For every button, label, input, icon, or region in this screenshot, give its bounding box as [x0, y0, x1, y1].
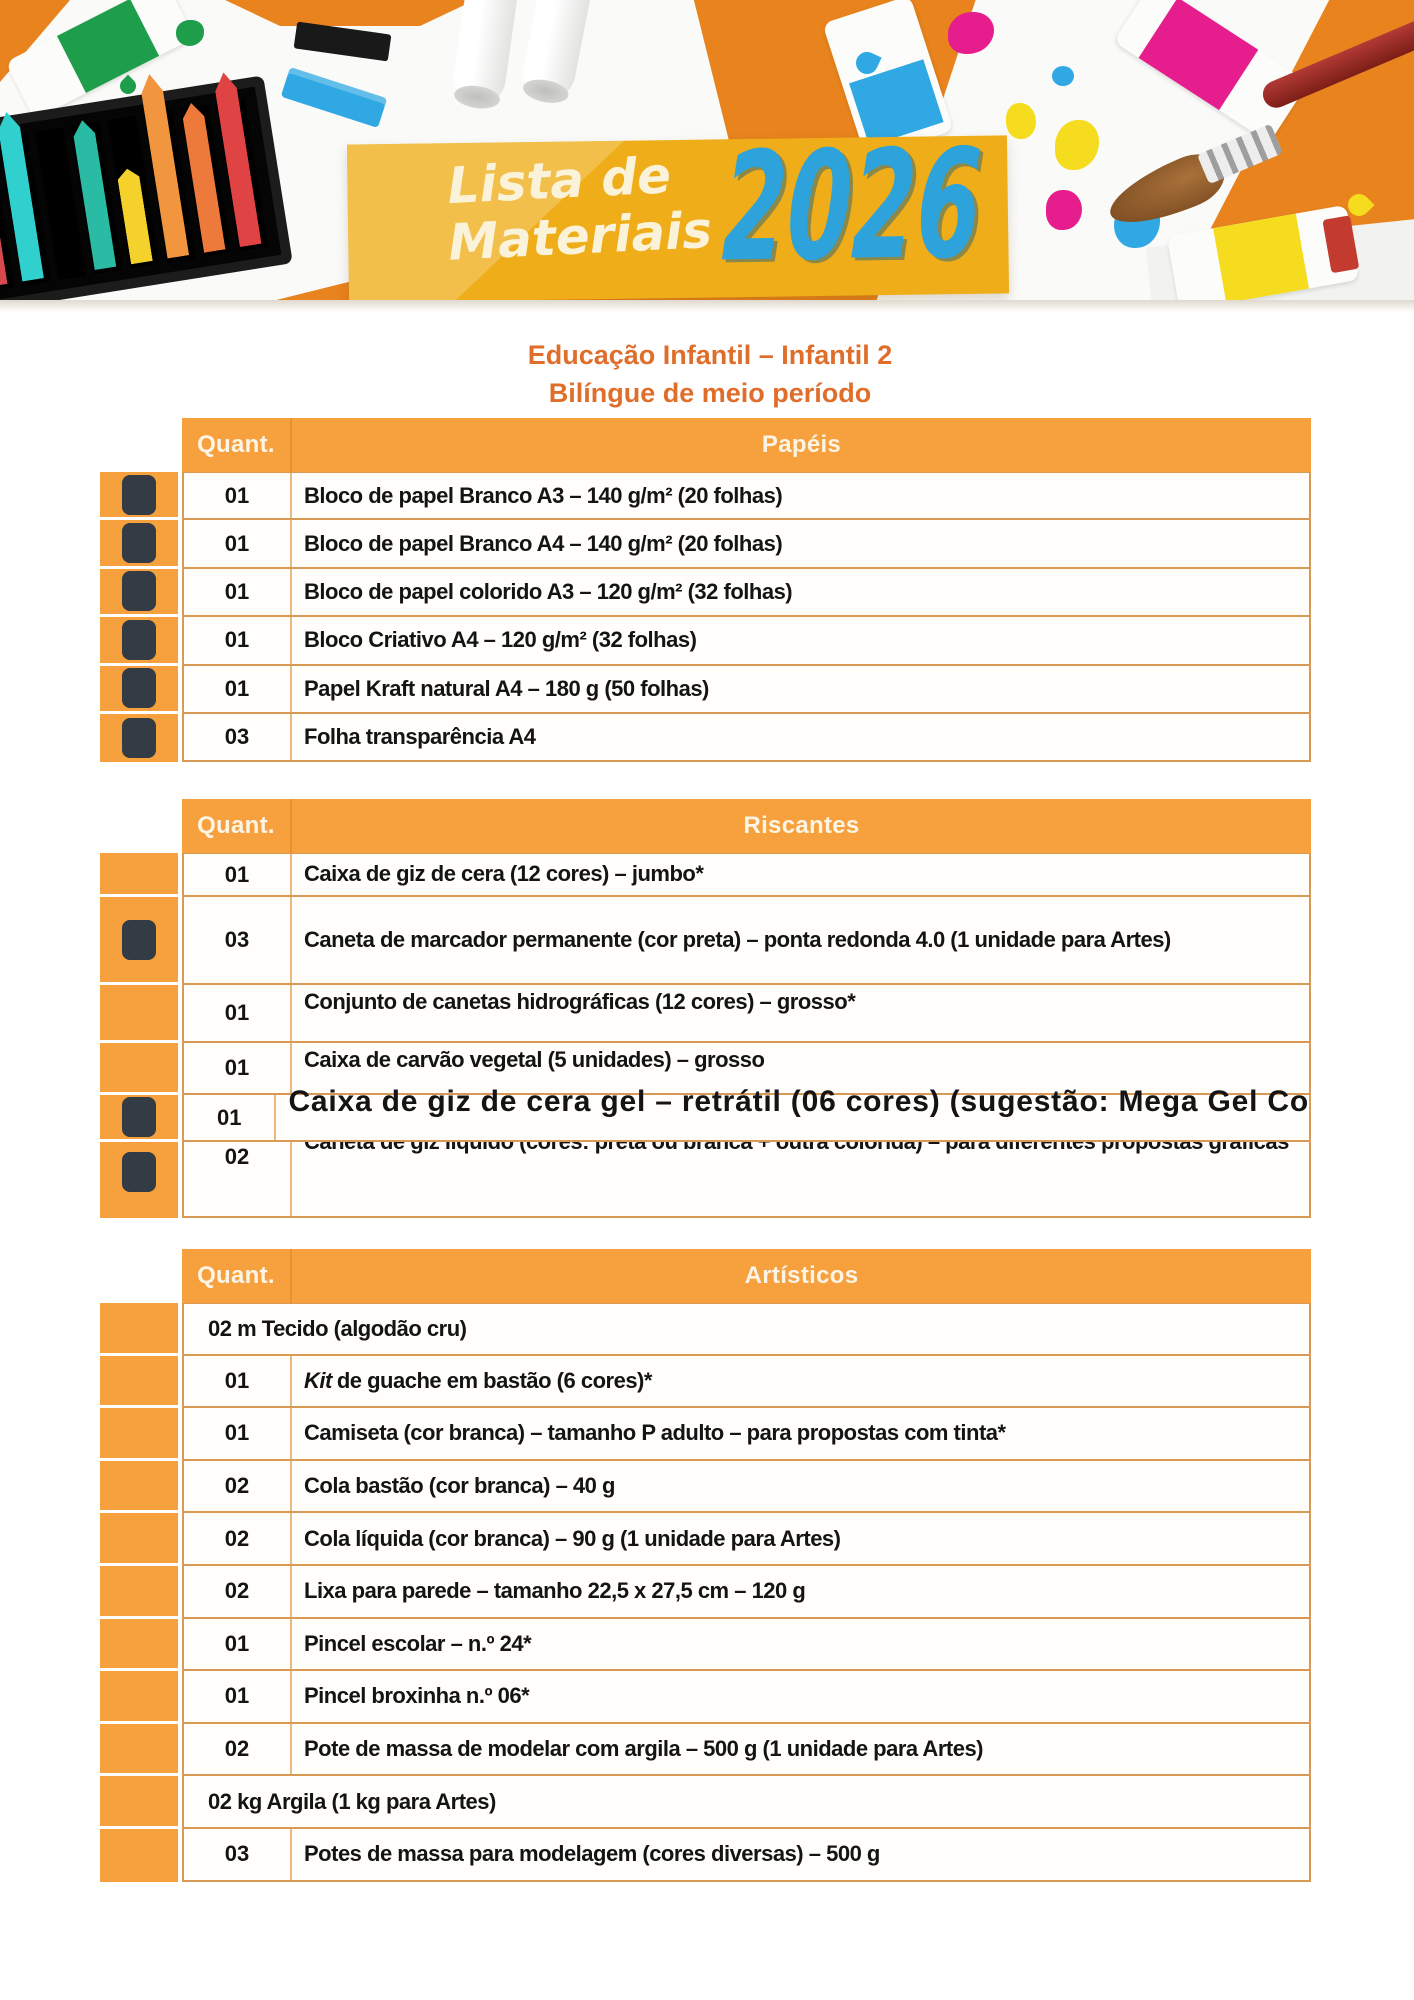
- row-main: [182, 1776, 1311, 1829]
- checkbox[interactable]: [122, 571, 156, 611]
- subtitle-line2: Bilíngue de meio período: [548, 378, 872, 408]
- category-column-header: [292, 1249, 1311, 1303]
- checkbox-cell: [100, 1724, 178, 1777]
- description-cell: Caixa de giz de cera (12 cores) – jumbo*: [304, 861, 704, 887]
- row-main: [182, 1671, 1311, 1724]
- category-column-header: [292, 418, 1311, 472]
- description-cell: Conjunto de canetas hidrográficas (12 cores) – grosso*: [304, 989, 856, 1014]
- checkbox-cell: [100, 1095, 178, 1142]
- quantity-cell: 03: [184, 1829, 292, 1880]
- table-rows: [100, 1303, 1311, 1882]
- category-header-label: Riscantes: [743, 812, 860, 839]
- table-row: [100, 853, 1311, 897]
- description-cell: Kit de guache em bastão (6 cores)*: [292, 1356, 1309, 1407]
- description-cell: Bloco de papel Branco A4 – 140 g/m² (20 folhas): [304, 530, 783, 556]
- table-header: [182, 799, 1311, 853]
- table-row: [100, 1356, 1311, 1409]
- checkbox-cell: [100, 897, 178, 985]
- row-main: [182, 897, 1311, 985]
- checkbox[interactable]: [122, 718, 156, 758]
- table-row: [100, 1776, 1311, 1829]
- table-row: [100, 520, 1311, 568]
- row-main: [182, 853, 1311, 897]
- checkbox[interactable]: [122, 920, 156, 960]
- description-cell: Pincel broxinha n.º 06*: [304, 1683, 530, 1709]
- row-main: [182, 1303, 1311, 1356]
- checkbox-cell: [100, 617, 178, 665]
- page-subtitle: [0, 336, 1414, 412]
- description-cell: Camiseta (cor branca) – tamanho P adulto – para propostas com tinta*: [304, 1420, 1006, 1446]
- checkbox-cell: [100, 1461, 178, 1514]
- checkbox[interactable]: [122, 620, 156, 660]
- description-cell: Caixa de giz de cera gel – retrátil (06 cores) (sugestão: Mega Gel Co: [288, 1085, 1309, 1118]
- checkbox-cell: [100, 1303, 178, 1356]
- quantity-cell: 01: [184, 617, 292, 663]
- description-cell: Potes de massa para modelagem (cores diversas) – 500 g: [304, 1841, 880, 1867]
- checkbox-cell: [100, 853, 178, 897]
- description-cell: Cola bastão (cor branca) – 40 g: [304, 1473, 615, 1498]
- category-column-header: [292, 799, 1311, 853]
- row-main: [182, 1513, 1311, 1566]
- table-row: [100, 1671, 1311, 1724]
- row-main: [182, 617, 1311, 665]
- checkbox-cell: [100, 1776, 178, 1829]
- table-header: [182, 418, 1311, 472]
- table-row: [100, 569, 1311, 617]
- paint-splotch-icon: [1052, 66, 1074, 86]
- table-row: [100, 1724, 1311, 1777]
- quantity-cell: 02: [184, 1513, 292, 1564]
- table-row: [100, 985, 1311, 1043]
- checkbox-cell: [100, 1566, 178, 1619]
- description-cell: 02 kg Argila (1 kg para Artes): [208, 1788, 496, 1814]
- description-cell: Cola líquida (cor branca) – 90 g (1 unidade para Artes): [304, 1525, 841, 1551]
- row-main: [182, 1142, 1311, 1218]
- table-row: [100, 1461, 1311, 1514]
- quant-header-label: Quant.: [197, 431, 275, 458]
- title-banner: [347, 117, 1009, 300]
- banner-shadow: [0, 300, 1414, 312]
- description-cell: Pincel escolar – n.º 24*: [304, 1630, 532, 1656]
- row-main: [182, 1829, 1311, 1882]
- row-main: [182, 472, 1311, 520]
- quantity-cell: 02: [184, 1142, 292, 1216]
- description-cell: Bloco Criativo A4 – 120 g/m² (32 folhas): [304, 627, 697, 653]
- row-main: [182, 1085, 1311, 1142]
- checkbox-cell: [100, 569, 178, 617]
- table-section-2: [100, 799, 1311, 1218]
- checkbox-cell: [100, 985, 178, 1043]
- row-main: [182, 714, 1311, 762]
- checkbox-cell: [100, 1142, 178, 1218]
- checkbox-cell: [100, 714, 178, 762]
- checkbox[interactable]: [122, 475, 156, 515]
- quant-header-label: Quant.: [197, 812, 275, 839]
- quantity-cell: 02: [184, 1461, 292, 1512]
- row-main: [182, 569, 1311, 617]
- quantity-cell: 03: [184, 714, 292, 760]
- checkbox-cell: [100, 1408, 178, 1461]
- header-illustration: [0, 0, 1414, 300]
- row-main: [182, 520, 1311, 568]
- quantity-cell: 01: [184, 666, 292, 712]
- quantity-cell: 01: [184, 854, 292, 895]
- table-row: [100, 1829, 1311, 1882]
- description-cell: Caneta de marcador permanente (cor preta) – ponta redonda 4.0 (1 unidade para Artes): [304, 926, 1171, 952]
- checkbox-cell: [100, 1829, 178, 1882]
- checkbox-cell: [100, 520, 178, 568]
- category-header-label: Papéis: [761, 431, 842, 458]
- quantity-cell: 03: [184, 897, 292, 983]
- checkbox[interactable]: [122, 1152, 156, 1192]
- table-row: [100, 617, 1311, 665]
- table-row: [100, 666, 1311, 714]
- quantity-cell: 02: [184, 1566, 292, 1617]
- table-row: [100, 1619, 1311, 1672]
- checkbox-cell: [100, 1513, 178, 1566]
- quantity-cell: 01: [184, 1095, 276, 1140]
- checkbox-cell: [100, 666, 178, 714]
- description-cell: Bloco de papel colorido A3 – 120 g/m² (32 folhas): [304, 578, 793, 604]
- checkbox-cell: [100, 472, 178, 520]
- table-section-3: [100, 1249, 1311, 1882]
- table-rows: [100, 472, 1311, 762]
- description-cell: Pote de massa de modelar com argila – 500 g (1 unidade para Artes): [304, 1735, 984, 1761]
- table-row: [100, 1142, 1311, 1218]
- row-main: [182, 1724, 1311, 1777]
- quantity-cell: 01: [184, 1043, 292, 1093]
- banner-year: 2026: [720, 117, 984, 296]
- description-cell: 02 m Tecido (algodão cru): [208, 1315, 467, 1341]
- checkbox-cell: [100, 1671, 178, 1724]
- table-row: [100, 1566, 1311, 1619]
- quantity-cell: 01: [184, 985, 292, 1041]
- table-row: [100, 714, 1311, 762]
- row-main: [182, 1408, 1311, 1461]
- checkbox-cell: [100, 1043, 178, 1095]
- description-cell: Bloco de papel Branco A3 – 140 g/m² (20 folhas): [304, 482, 783, 508]
- checkbox-cell: [100, 1356, 178, 1409]
- table-header: [182, 1249, 1311, 1303]
- row-main: [182, 1566, 1311, 1619]
- quantity-cell: 01: [184, 473, 292, 518]
- description-cell: Caixa de carvão vegetal (5 unidades) – grosso: [304, 1047, 765, 1072]
- quant-header-label: Quant.: [197, 1262, 275, 1289]
- subtitle-line1: Educação Infantil – Infantil 2: [527, 340, 893, 370]
- table-row: [100, 897, 1311, 985]
- quantity-cell: 01: [184, 1408, 292, 1459]
- description-cell: Lixa para parede – tamanho 22,5 x 27,5 cm – 120 g: [304, 1578, 806, 1604]
- checkbox[interactable]: [122, 1097, 156, 1137]
- quant-column-header: [182, 418, 292, 472]
- table-rows: [100, 853, 1311, 1218]
- table-row: [100, 1303, 1311, 1356]
- row-main: [182, 1619, 1311, 1672]
- quantity-cell: 01: [184, 1671, 292, 1722]
- italic-lead: Kit: [304, 1367, 332, 1393]
- row-main: [182, 666, 1311, 714]
- checkbox[interactable]: [122, 668, 156, 708]
- banner-title-line1: Lista de: [446, 146, 673, 216]
- row-main: [182, 1356, 1311, 1409]
- checkbox-cell: [100, 1619, 178, 1672]
- quantity-cell: 01: [184, 1356, 292, 1407]
- row-main: [182, 985, 1311, 1043]
- table-row: [100, 472, 1311, 520]
- banner-title-line2: Materiais: [446, 200, 714, 272]
- quantity-cell: 02: [184, 1724, 292, 1775]
- paint-splotch-icon: [1006, 103, 1036, 139]
- table-row: [100, 1513, 1311, 1566]
- description-cell: Folha transparência A4: [304, 724, 536, 750]
- description-cell: Papel Kraft natural A4 – 180 g (50 folhas): [304, 675, 709, 701]
- table-row: [100, 1085, 1311, 1142]
- quantity-cell: 01: [184, 520, 292, 566]
- quantity-cell: 01: [184, 1619, 292, 1670]
- checkbox[interactable]: [122, 523, 156, 563]
- quantity-cell: 01: [184, 569, 292, 615]
- quant-column-header: [182, 1249, 292, 1303]
- category-header-label: Artísticos: [744, 1262, 859, 1289]
- table-row: [100, 1408, 1311, 1461]
- table-section-1: [100, 418, 1311, 762]
- row-main: [182, 1461, 1311, 1514]
- crayon-box-icon: [0, 75, 293, 300]
- quant-column-header: [182, 799, 292, 853]
